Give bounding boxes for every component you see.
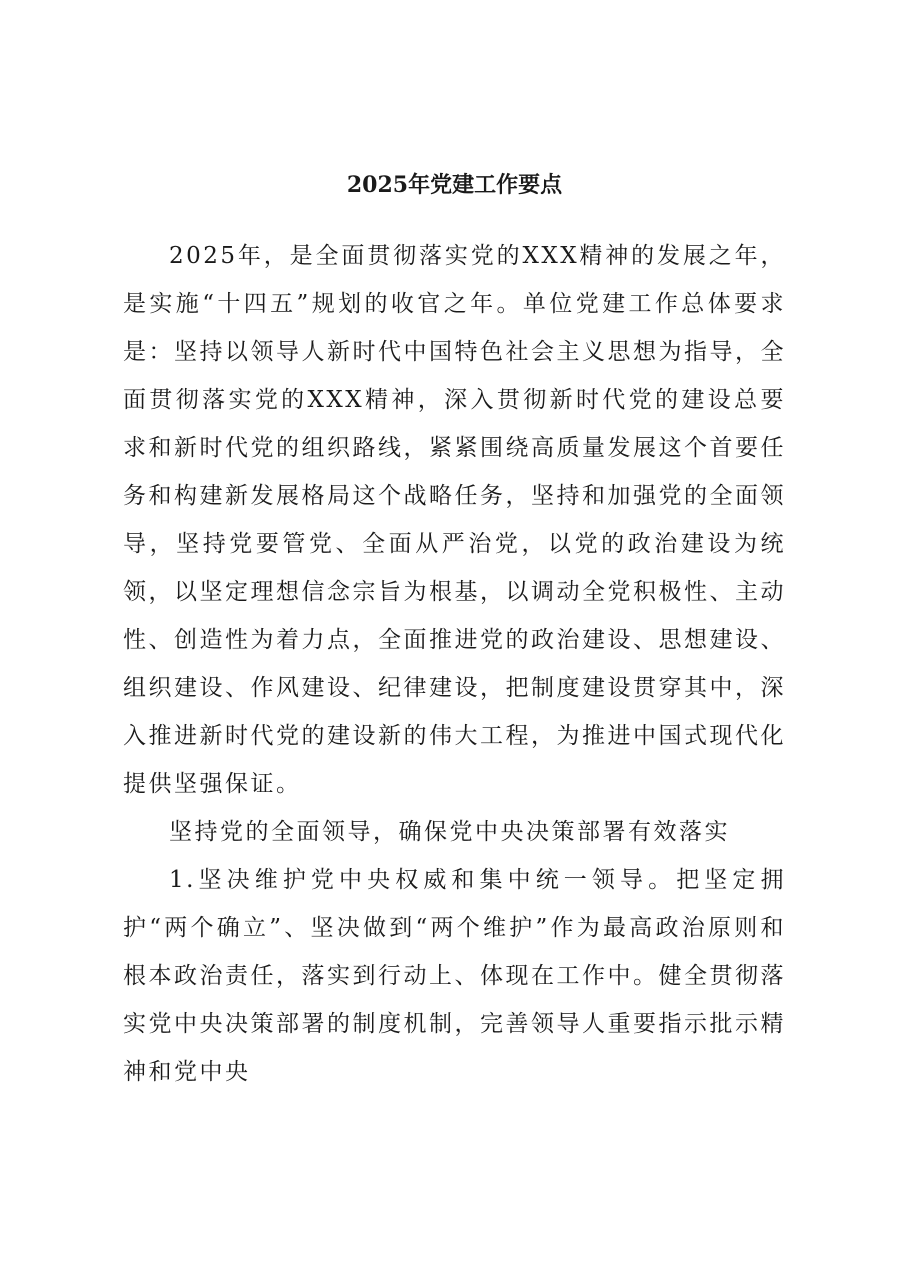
paragraph-section-heading: 坚持党的全面领导，确保党中央决策部署有效落实: [169, 819, 730, 845]
document-body: [123, 232, 786, 1096]
document-title: 2025年党建工作要点: [346, 172, 563, 198]
paragraph-intro: 2025年，是全面贯彻落实党的XXX精神的发展之年，是实施“十四五”规划的收官之年。单位党建工作总体要求是：坚持以领导人新时代中国特色社会主义思想为指导，全面贯彻落实党的XXX精神，深入贯彻新时代党的建设总要求和新时代党的组织路线，紧紧围绕高质量发展这个首要任务和构建新发展格局这个战略任务，坚持和加强党的全面领导，坚持党要管党、全面从严治党，以党的政治建设为统领，以坚定理想信念宗旨为根基，以调动全党积极性、主动性、创造性为着力点，全面推进党的政治建设、思想建设、组织建设、作风建设、纪律建设，把制度建设贯穿其中，深入推进新时代党的建设新的伟大工程，为推进中国式现代化提供坚强保证。: [123, 243, 786, 797]
paragraph-item-1: 1.坚决维护党中央权威和集中统一领导。把坚定拥护“两个确立”、坚决做到“两个维护”作为最高政治原则和根本政治责任，落实到行动上、体现在工作中。健全贯彻落实党中央决策部署的制度机制，完善领导人重要指示批示精神和党中央: [123, 867, 786, 1085]
